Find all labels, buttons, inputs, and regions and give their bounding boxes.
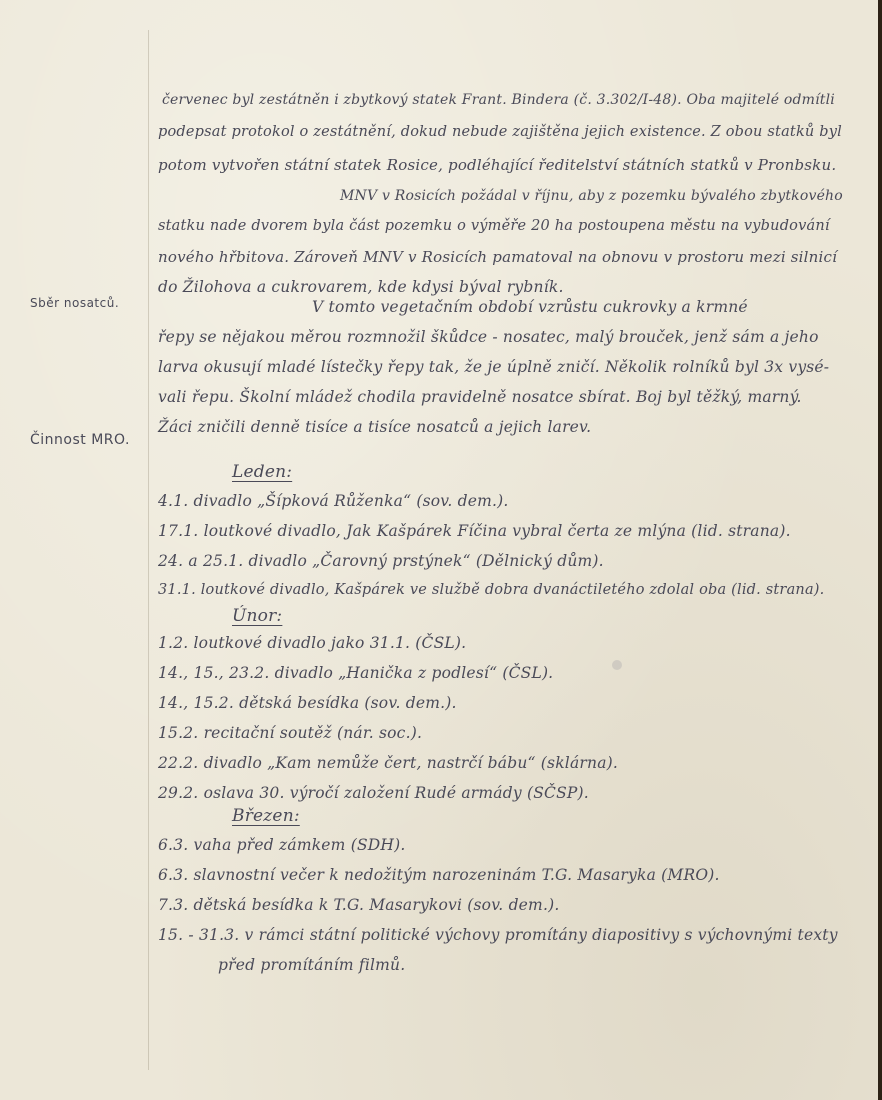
month-heading-unor: Únor: xyxy=(232,606,283,626)
leden-entry-2: 17.1. loutkové divadlo, Jak Kašpárek Fíčina vybral čerta ze mlýna (lid. strana). xyxy=(158,522,791,540)
paragraph-3-line-3: larva okusují mladé lístečky řepy tak, že je úplně zničí. Několik rolníků byl 3x vysé- xyxy=(158,358,830,376)
paragraph-2-line-1: MNV v Rosicích požádal v říjnu, aby z pozemku bývalého zbytkového xyxy=(340,188,843,204)
paragraph-3-line-2: řepy se nějakou měrou rozmnožil škůdce - nosatec, malý brouček, jenž sám a jeho xyxy=(158,328,819,346)
paragraph-3-line-4: vali řepu. Školní mládež chodila pravidelně nosatce sbírat. Boj byl těžký, marný. xyxy=(158,388,802,406)
brezen-entry-2: 6.3. slavnostní večer k nedožitým narozeninám T.G. Masaryka (MRO). xyxy=(158,866,720,884)
paragraph-1-line-2: podepsat protokol o zestátnění, dokud nebude zajištěna jejich existence. Z obou statků byl xyxy=(158,124,842,140)
side-note-activity: Činnost MRO. xyxy=(30,432,130,448)
brezen-entry-4-continued: před promítáním filmů. xyxy=(218,956,406,974)
brezen-entry-3: 7.3. dětská besídka k T.G. Masarykovi (sov. dem.). xyxy=(158,896,560,914)
month-heading-leden: Leden: xyxy=(232,462,293,482)
paragraph-3-line-5: Žáci zničili denně tisíce a tisíce nosatců a jejich larev. xyxy=(158,418,592,436)
leden-entry-3: 24. a 25.1. divadlo „Čarovný prstýnek“ (Dělnický dům). xyxy=(158,552,604,570)
leden-entry-4: 31.1. loutkové divadlo, Kašpárek ve službě dobra dvanáctiletého zdolal oba (lid. strana). xyxy=(158,582,825,598)
paragraph-2-line-3: nového hřbitova. Zároveň MNV v Rosicích pamatoval na obnovu v prostoru mezi silnicí xyxy=(158,248,838,266)
unor-entry-4: 15.2. recitační soutěž (nár. soc.). xyxy=(158,724,423,742)
brezen-entry-1: 6.3. vaha před zámkem (SDH). xyxy=(158,836,406,854)
paragraph-1-line-3: potom vytvořen státní statek Rosice, podléhající ředitelství státních statků v Pronbsku. xyxy=(158,156,837,174)
brezen-entry-4: 15. - 31.3. v rámci státní politické výchovy promítány diapositivy s výchovnými texty xyxy=(158,926,838,944)
margin-line xyxy=(148,30,149,1070)
month-heading-brezen: Březen: xyxy=(232,806,300,826)
leden-entry-1: 4.1. divadlo „Šípková Růženka“ (sov. dem.). xyxy=(158,492,509,510)
unor-entry-3: 14., 15.2. dětská besídka (sov. dem.). xyxy=(158,694,457,712)
page-binding-edge xyxy=(878,0,882,1100)
paragraph-1-line-1: červenec byl zestátněn i zbytkový statek Frant. Bindera (č. 3.302/I-48). Oba majitelé odmítli xyxy=(162,92,835,108)
side-note-pest: Sběr nosatců. xyxy=(30,296,120,310)
unor-entry-6: 29.2. oslava 30. výročí založení Rudé armády (SČSP). xyxy=(158,784,589,802)
ink-stain xyxy=(612,660,622,670)
paragraph-3-line-1: V tomto vegetačním období vzrůstu cukrovky a krmné xyxy=(312,298,748,316)
unor-entry-1: 1.2. loutkové divadlo jako 31.1. (ČSL). xyxy=(158,634,467,652)
paragraph-2-line-2: statku nade dvorem byla část pozemku o výměře 20 ha postoupena městu na vybudování xyxy=(158,218,830,234)
paragraph-2-line-4: do Žilohova a cukrovarem, kde kdysi býval rybník. xyxy=(158,278,564,296)
unor-entry-2: 14., 15., 23.2. divadlo „Hanička z podlesí“ (ČSL). xyxy=(158,664,554,682)
unor-entry-5: 22.2. divadlo „Kam nemůže čert, nastrčí bábu“ (sklárna). xyxy=(158,754,619,772)
